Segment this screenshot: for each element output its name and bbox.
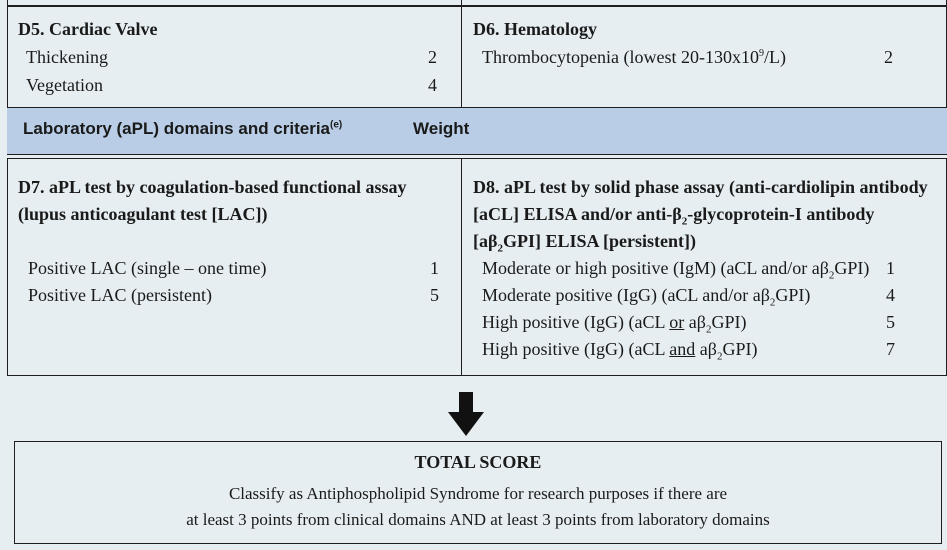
d8-item-igg-high-or-sub: 2 [705,323,712,336]
d8-weight-igm: 1 [886,258,895,278]
d8-item-igm-text: Moderate or high positive (IgM) (aCL and/or aβ [482,258,829,278]
down-arrow-icon [448,392,484,438]
d5-weight-vegetation: 4 [428,75,437,95]
d8-item-igm [482,258,869,282]
d7-weight-persistent: 5 [430,285,439,305]
d8-title-line2 [473,204,874,228]
d8-item-igg-moderate [482,285,810,309]
d8-solid-phase-cell [461,158,947,376]
laboratory-header-band [7,107,947,155]
d8-title-line2-sub: 2 [681,215,688,228]
d8-title-line1: D8. aPL test by solid phase assay (anti-cardiolipin antibody [473,177,928,197]
d7-item-persistent: Positive LAC (persistent) [28,285,212,305]
d8-item-igg-high-or [482,312,746,336]
laboratory-header-text: Laboratory (aPL) domains and criteria [23,119,331,138]
laboratory-header-sup: (e) [330,119,343,131]
d7-lac-cell [7,158,462,376]
weight-column-header: Weight [413,119,470,138]
d8-item-igg-high-or-suffix: GPI) [711,312,747,332]
d8-item-igg-high-and [482,339,757,363]
d8-item-igg-high-or-underline: or [669,312,685,332]
d8-item-igm-sub: 2 [828,269,835,282]
d8-weight-igg-moderate: 4 [886,285,895,305]
d7-title-line2: (lupus anticoagulant test [LAC]) [18,204,268,224]
d5-cardiac-valve-cell [7,6,462,108]
d8-weight-igg-high-or: 5 [886,312,895,332]
d6-weight: 2 [884,47,893,67]
d5-item-vegetation: Vegetation [26,75,103,95]
d8-title-line3-b: GPI] ELISA [persistent]) [502,231,696,251]
d5-weight-thickening: 2 [428,47,437,67]
d8-title-line2-b: -glycoprotein-I antibody [687,204,875,224]
d8-weight-igg-high-and: 7 [886,339,895,359]
d5-title: D5. Cardiac Valve [18,19,158,39]
total-score-title: TOTAL SCORE [414,452,542,472]
d8-item-igg-high-and-text: High positive (IgG) (aCL [482,339,670,359]
d8-item-igg-high-and-underline: and [669,339,696,359]
d7-weight-single: 1 [430,258,439,278]
d6-item-prefix: Thrombocytopenia (lowest 20-130x10 [482,47,759,67]
d8-item-igg-high-and-sub: 2 [716,350,723,363]
total-score-line1: Classify as Antiphospholipid Syndrome for research purposes if there are [228,484,728,503]
total-score-line2: at least 3 points from clinical domains AND at least 3 points from laboratory domains [186,510,770,529]
d7-item-single: Positive LAC (single – one time) [28,258,267,278]
d6-item-suffix: /L) [763,47,786,67]
d8-item-igg-moderate-suffix: GPI) [775,285,811,305]
d8-item-igg-high-or-text: High positive (IgG) (aCL [482,312,670,332]
total-score-box [14,441,942,544]
d8-item-igm-suffix: GPI) [834,258,870,278]
d8-title-line3-sub: 2 [497,242,503,255]
d8-item-igg-moderate-text: Moderate positive (IgG) (aCL and/or aβ [482,285,770,305]
d8-item-igg-high-and-suffix: GPI) [722,339,758,359]
d8-item-igg-high-or-text2: aβ [684,312,706,332]
d8-title-line3 [473,231,696,255]
d6-hematology-cell [461,6,947,108]
d8-title-line3-a: [aβ [473,231,498,251]
laboratory-header-label [23,119,342,139]
d8-item-igg-high-and-text2: aβ [695,339,717,359]
d6-item-sup: 9 [758,48,764,59]
d8-title-line2-a: [aCL] ELISA and/or anti-β [473,204,682,224]
d7-title-line1: D7. aPL test by coagulation-based functional assay [18,177,407,197]
d5-item-thickening: Thickening [26,47,108,67]
d6-item-thrombocytopenia [482,47,786,68]
d8-item-igg-moderate-sub: 2 [769,296,776,309]
d6-title: D6. Hematology [473,19,597,39]
